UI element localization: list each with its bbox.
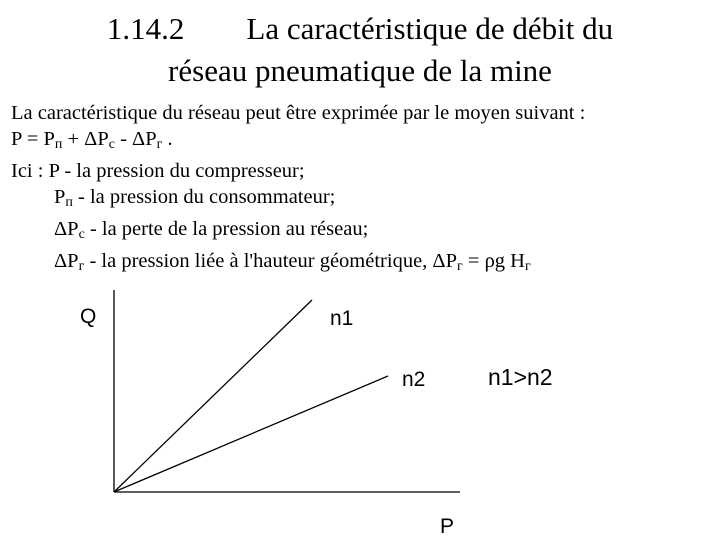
x-axis-label: P: [440, 515, 455, 538]
formula-r-sub: г: [156, 137, 163, 152]
n2-label: n2: [402, 368, 426, 391]
formula-p: P = P: [11, 128, 55, 150]
dpr-text: - la pression liée à l'hauteur géométrique, ΔP: [84, 250, 458, 272]
title-line-1: La caractéristique de débit du: [246, 11, 614, 46]
y-axis-label: Q: [80, 305, 97, 328]
title-line-2: réseau pneumatique de la mine: [168, 53, 552, 88]
pn-sub: п: [65, 195, 73, 210]
section-number: 1.14.2: [106, 11, 185, 46]
dpr-sub3: г: [525, 259, 531, 274]
formula-p-sub: п: [54, 137, 63, 152]
formula-c-sub: c: [108, 137, 115, 152]
ici-line: Ici : P - la pression du compresseur;: [11, 160, 305, 182]
dpc-text: - la perte de la pression au réseau;: [84, 218, 369, 240]
dpc-symbol: ΔP: [54, 218, 79, 240]
relation-label: n1>n2: [488, 364, 553, 390]
dpc-sub: c: [78, 227, 85, 242]
dpr-sub2: г: [457, 259, 463, 274]
n1-label: n1: [330, 307, 354, 330]
dpr-symbol: ΔP: [54, 250, 79, 272]
intro-line: La caractéristique du réseau peut être exprimée par le moyen suivant :: [11, 102, 586, 124]
dpr-text2: = ρg H: [462, 250, 525, 272]
pn-text: - la pression du consommateur;: [72, 186, 336, 208]
pn-symbol: P: [54, 186, 66, 208]
line-n2: [114, 376, 388, 492]
dpr-sub: г: [78, 259, 85, 274]
formula-end: .: [162, 128, 173, 150]
formula-plus: + ΔP: [62, 128, 109, 150]
line-n1: [114, 300, 312, 492]
formula-minus: - ΔP: [114, 128, 157, 150]
